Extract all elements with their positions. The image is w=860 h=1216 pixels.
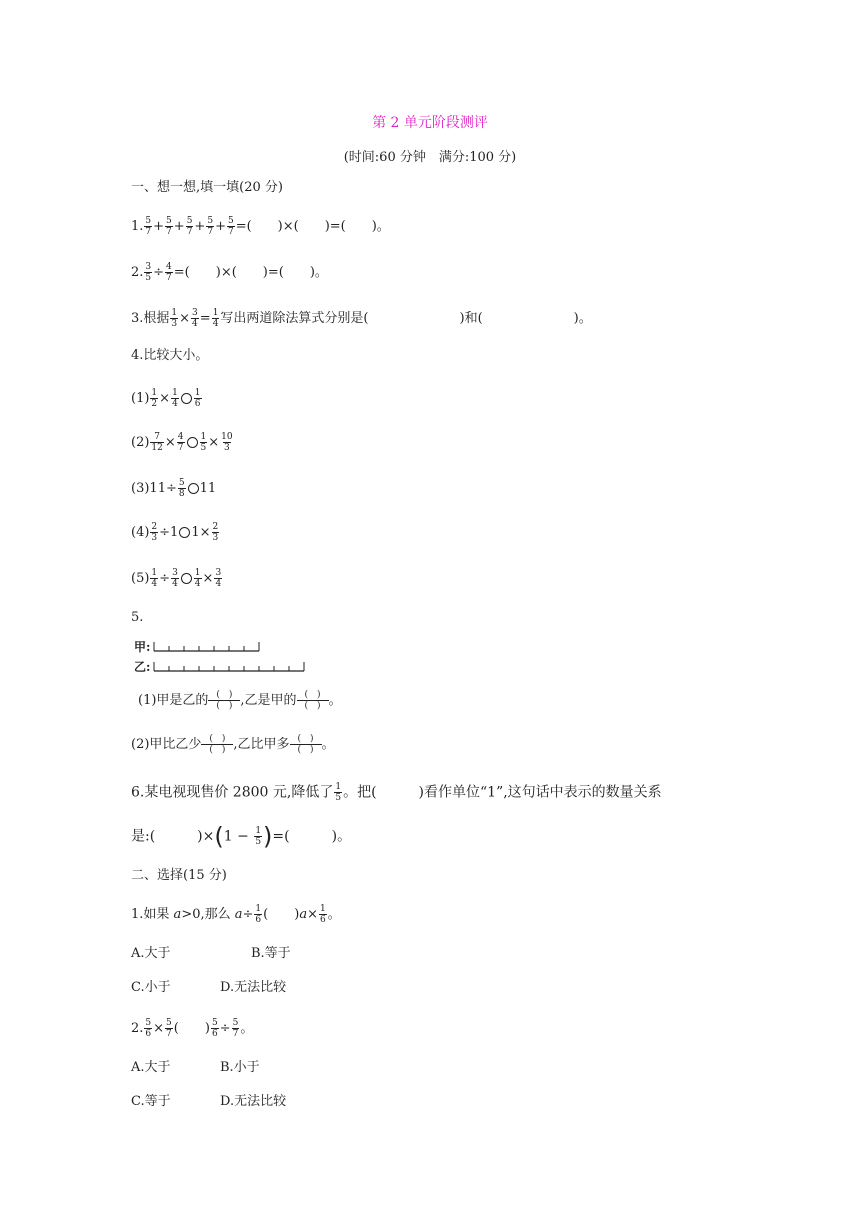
operator: ÷ [153,265,165,280]
compare-circle[interactable] [181,573,192,584]
fraction: $\frac{10}{3}$ [221,432,233,453]
question-5-number: 5. [131,610,144,625]
fraction: $\frac{5}{7}$ [227,216,234,237]
fraction-blank[interactable]: ( ) ( ) [290,734,322,755]
part-text: ,乙比甲多 [233,737,290,752]
question-lead: 3.根据 [131,311,170,326]
variable: a [173,907,182,922]
choice-question-2 [131,1018,253,1039]
compare-item-3: (3)11÷ $\frac{5}{8}$ 11 [131,478,217,499]
fraction: $\frac{4}{7}$ [177,432,184,453]
compare-item-1: (1) $\frac{1}{2}$ × $\frac{1}{4}$ $\frac{1}{6}$ [131,388,201,409]
fraction: $\frac{1}{6}$ [255,904,262,925]
fraction: $\frac{7}{12}$ [151,432,163,453]
punctuation: 。 [327,907,341,922]
question-number: 1. [131,219,144,234]
question-text[interactable]: 。把( )看作单位“1”,这句话中表示的数量关系 [343,784,662,801]
fraction: $\frac{3}{4}$ [215,568,222,589]
fraction: $\frac{5}{7}$ [232,1018,239,1039]
fraction: $\frac{1}{6}$ [194,388,201,409]
choice-option[interactable]: D.无法比较 [220,1094,287,1109]
operator: = [199,311,211,326]
fraction: $\frac{4}{7}$ [166,262,172,283]
punctuation: 。 [240,1021,254,1036]
compare-circle[interactable] [179,527,190,538]
fraction: $\frac{5}{6}$ [145,1018,152,1039]
question-6-line-1 [131,782,662,803]
answer-blank[interactable]: 是:( )× [131,828,215,845]
choice-option[interactable]: D.无法比较 [220,980,287,995]
question-lead: 1.如果 [131,907,174,922]
choice-option[interactable]: B.小于 [220,1060,260,1075]
fraction: $\frac{1}{5}$ [335,782,342,803]
question-5-part-1 [138,690,342,711]
item-label: (5) [131,571,150,586]
fraction-blank[interactable]: ( ) ( ) [201,734,233,755]
item-label: (3) [131,481,150,496]
question-1: 1. $\frac{5}{7}$ + $\frac{5}{7}$ + $\frac{5}{7}$ + $\frac{5}{7}$ + $\frac{5}{7}$ =( )×( )=( )。 [131,216,390,237]
fraction: $\frac{5}{8}$ [178,478,185,499]
section-heading-2: 二、选择(15 分) [131,868,227,883]
answer-blanks[interactable]: 写出两道除法算式分别是( )和( )。 [220,311,592,326]
operator: ÷ [219,1021,231,1036]
answer-blank[interactable]: ( ) [263,907,300,922]
answer-blank[interactable]: ( ) [173,1021,210,1036]
answer-blanks[interactable]: =( )×( )=( )。 [173,265,328,280]
fraction: $\frac{1}{5}$ [200,432,207,453]
compare-item-4: (4) $\frac{2}{3}$ ÷1 1× $\frac{2}{3}$ [131,522,219,543]
question-6-line-2 [131,822,352,851]
paren-close: ) [263,822,273,851]
fraction: $\frac{1}{4}$ [212,308,219,329]
segment-label-jia: 甲: [134,640,151,654]
fraction: $\frac{3}{4}$ [192,308,198,329]
choice-option[interactable]: A.大于 [131,946,171,961]
question-5-part-2 [131,734,335,755]
operator: ÷ [242,907,254,922]
compare-item-5: (5) $\frac{1}{4}$ ÷ $\frac{3}{4}$ $\frac{1}{4}$ × $\frac{3}{4}$ [131,568,222,589]
choice-question-1 [131,904,341,925]
answer-blank[interactable]: =( )。 [272,828,352,845]
punctuation: 。 [321,737,335,752]
page-subtitle: (时间:60 分钟 满分:100 分) [343,150,517,165]
operator: × [179,311,191,326]
fraction: $\frac{1}{4}$ [172,388,178,409]
fraction: $\frac{5}{7}$ [166,216,172,237]
compare-circle[interactable] [187,437,198,448]
fraction-blank[interactable]: ( ) ( ) [208,690,240,711]
punctuation: 。 [328,693,342,708]
compare-circle[interactable] [181,393,192,404]
fraction: $\frac{2}{3}$ [151,522,158,543]
segment-bar-yi [152,660,342,674]
part-text: ,乙是甲的 [240,693,297,708]
item-label: (2) [131,435,150,450]
fraction: $\frac{1}{3}$ [171,308,178,329]
question-text: >0,那么 [181,907,235,922]
choice-option[interactable]: B.等于 [251,946,291,961]
fraction: $\frac{5}{7}$ [145,216,152,237]
fraction-blank[interactable]: ( ) ( ) [297,690,329,711]
choice-option[interactable]: C.小于 [131,980,171,995]
fraction: $\frac{3}{5}$ [145,262,152,283]
variable: a [299,907,308,922]
part-text: (2)甲比乙少 [131,737,202,752]
compare-circle[interactable] [188,483,199,494]
compare-item-2: (2) $\frac{7}{12}$ × $\frac{4}{7}$ $\frac{1}{5}$ × $\frac{10}{3}$ [131,432,233,453]
operator: − [237,828,249,845]
question-number: 2. [131,265,144,280]
fraction: $\frac{5}{7}$ [186,216,193,237]
section-heading-1: 一、想一想,填一填(20 分) [131,180,283,195]
fraction: $\frac{3}{4}$ [172,568,178,589]
fraction: $\frac{1}{4}$ [194,568,201,589]
variable: a [234,907,243,922]
segment-bar-jia [152,640,302,654]
part-text: (1)甲是乙的 [138,693,209,708]
question-lead: 6.某电视现售价 2800 元,降低了 [131,784,334,801]
fraction: $\frac{1}{2}$ [151,388,158,409]
page-title: 第 2 单元阶段测评 [372,115,488,131]
fraction: $\frac{1}{4}$ [151,568,158,589]
choice-option[interactable]: A.大于 [131,1060,171,1075]
question-number: 2. [131,1021,144,1036]
paren-open: ( [214,822,224,851]
question-2 [131,262,328,283]
fraction: $\frac{5}{7}$ [166,1018,172,1039]
question-4-heading: 4.比较大小。 [131,348,209,363]
item-label: (1) [131,391,150,406]
fraction: $\frac{1}{6}$ [319,904,326,925]
answer-blanks[interactable]: =( )×( )=( )。 [235,219,390,234]
question-3 [131,308,592,329]
fraction: $\frac{1}{5}$ [255,826,262,847]
number: 1 [223,828,233,845]
fraction: $\frac{5}{6}$ [211,1018,218,1039]
item-label: (4) [131,525,150,540]
operator: × [153,1021,165,1036]
operator: × [307,907,318,922]
segment-label-yi: 乙: [134,660,151,674]
choice-option[interactable]: C.等于 [131,1094,171,1109]
fraction: $\frac{5}{7}$ [207,216,214,237]
fraction: $\frac{2}{3}$ [212,522,219,543]
